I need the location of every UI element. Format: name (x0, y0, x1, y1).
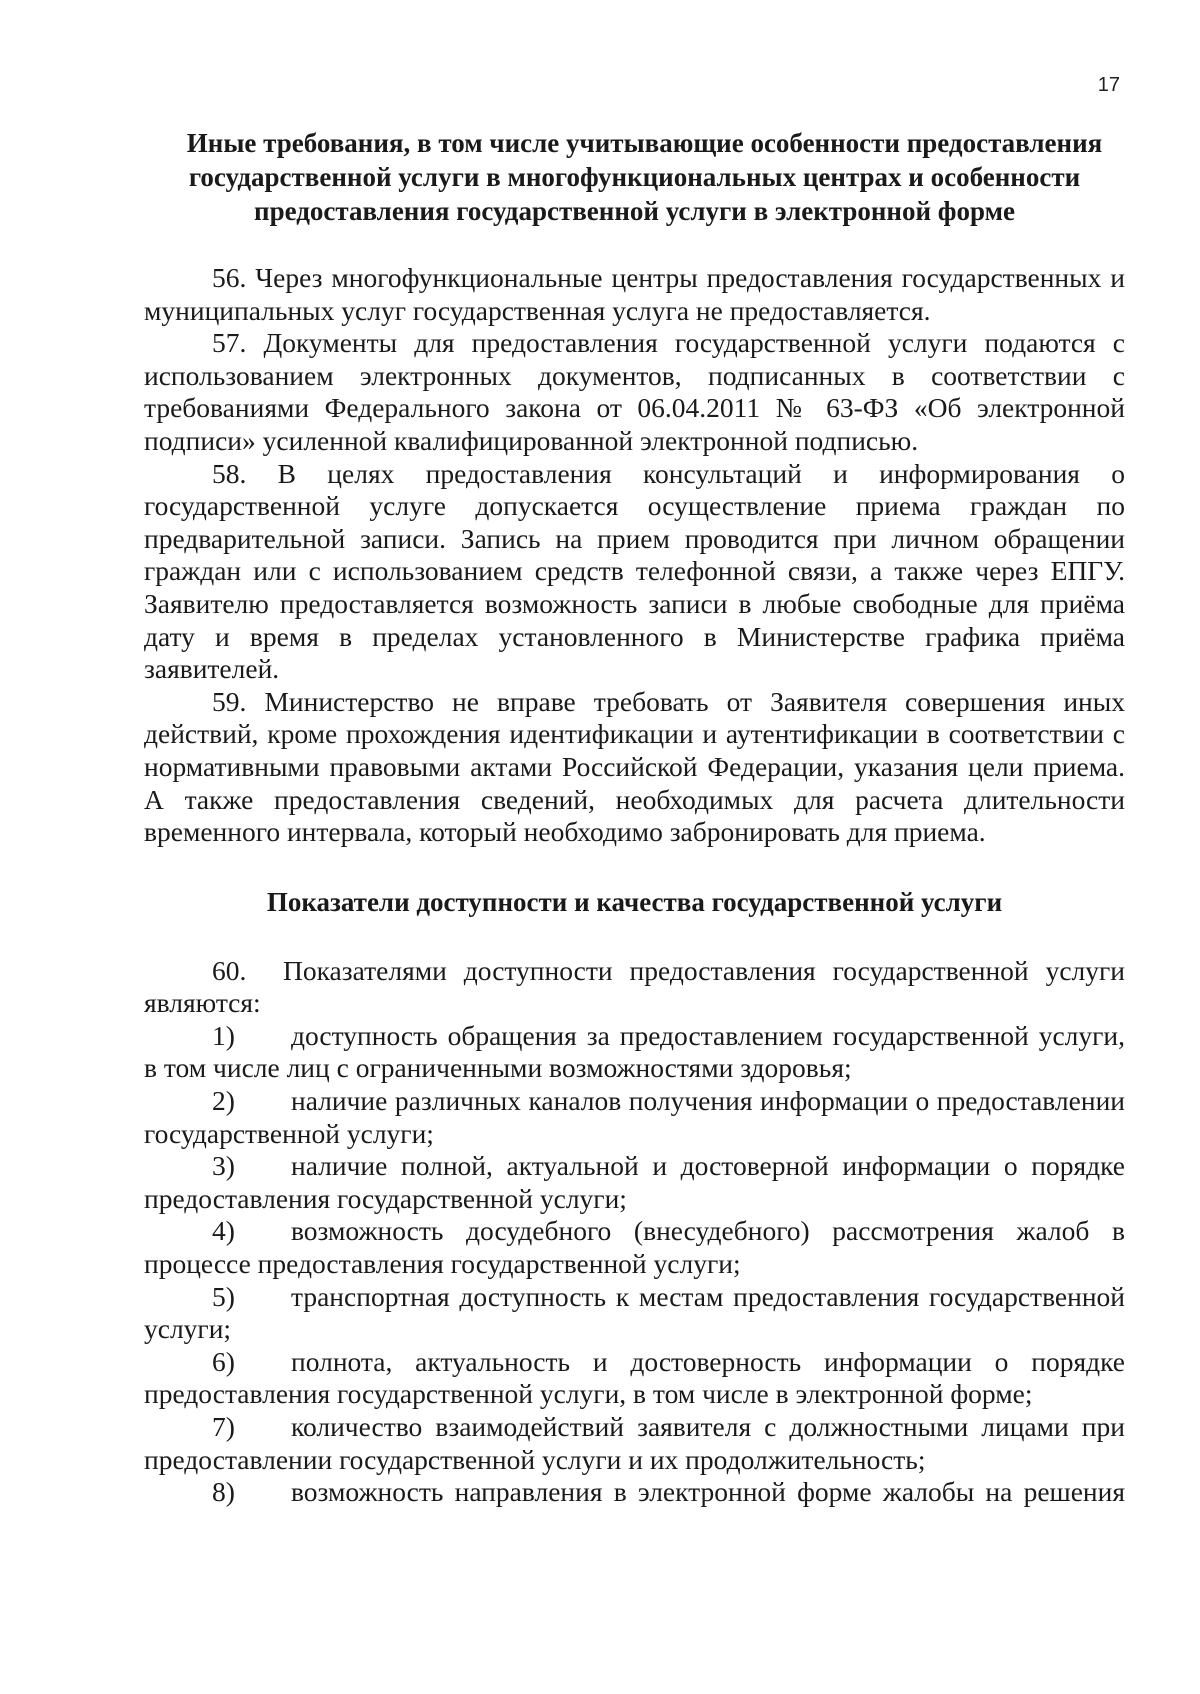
list-item-text: доступность обращения за предоставлением государственной услуги, в том числе лиц с ограниченными возможностями здоровья; (144, 1019, 1125, 1084)
list-item-number: 4) (212, 1215, 235, 1247)
list-item-text: возможность направления в электронной форме жалобы на решения (291, 1476, 1125, 1508)
list-item-number: 5) (212, 1280, 235, 1312)
list-item-text: возможность досудебного (внесудебного) рассмотрения жалоб в процессе предоставления государственной услуги; (144, 1215, 1125, 1280)
document-body (144, 126, 1125, 1509)
spacer (144, 228, 1125, 262)
section-heading-other-requirements: Иные требования, в том числе учитывающие особенности предоставления государственной услуги в многофункциональных центрах и особенности предоставления государственной услуги в электронной форме (186, 128, 1103, 226)
list-item-number: 1) (212, 1019, 235, 1051)
paragraph-58: 58. В целях предоставления консультаций и информирования о государственной услуге допускается осуществление приема граждан по предварительной записи. Запись на прием проводится при личном обращении граждан или с использованием средств телефонной связи, а также через ЕПГУ. Заявителю предоставляется возможность записи в любые свободные для приёма дату и время в пределах установленного в Министерстве графика приёма заявителей. (144, 457, 1125, 685)
list-item-4 (144, 1215, 1125, 1280)
list-item-number: 3) (212, 1150, 235, 1182)
list-item-5 (144, 1281, 1125, 1346)
list-item-1 (144, 1020, 1125, 1085)
list-item-2 (144, 1085, 1125, 1150)
paragraph-60-number: 60. (212, 954, 247, 986)
list-item-text: наличие различных каналов получения информации о предоставлении государственной услуги; (144, 1085, 1125, 1149)
list-item-3 (144, 1150, 1125, 1215)
paragraph-56: 56. Через многофункциональные центры предоставления государственных и муниципальных услуг государственная услуга не предоставляется. (144, 262, 1125, 326)
paragraph-60 (144, 955, 1125, 1020)
paragraph-57: 57. Документы для предоставления государственной услуги подаются с использованием электронных документов, подписанных в соответствии с требованиями Федерального закона от 06.04.2011 № 63-ФЗ «Об электронной подписи» усиленной квалифицированной электронной подписью. (144, 327, 1125, 456)
list-item-text: наличие полной, актуальной и достоверной информации о порядке предоставления государственной услуги; (144, 1150, 1125, 1214)
list-item-7 (144, 1411, 1125, 1476)
list-item-number: 7) (212, 1411, 235, 1442)
list-item-text: количество взаимодействий заявителя с должностными лицами при предоставлении государственной услуги и их продолжительность; (144, 1411, 1125, 1475)
page-number: 17 (1097, 74, 1120, 96)
list-item-text: транспортная доступность к местам предоставления государственной услуги; (144, 1280, 1125, 1345)
list-item-6 (144, 1346, 1125, 1411)
spacer (144, 919, 1125, 955)
paragraph-59: 59. Министерство не вправе требовать от Заявителя совершения иных действий, кроме прохождения идентификации и аутентификации в соответствии с нормативными правовыми актами Российской Федерации, указания цели приема. А также предоставления сведений, необходимых для расчета длительности временного интервала, который необходимо забронировать для приема. (144, 685, 1125, 848)
list-item-text: полнота, актуальность и достоверность информации о порядке предоставления государственной услуги, в том числе в электронной форме; (144, 1345, 1125, 1410)
paragraph-60-text: Показателями доступности предоставления государственной услуги являются: (144, 954, 1125, 1019)
spacer (144, 849, 1125, 885)
list-item-number: 2) (212, 1085, 235, 1117)
section-heading-accessibility-quality: Показатели доступности и качества государственной услуги (266, 886, 1003, 917)
list-item-number: 6) (212, 1345, 235, 1377)
list-item-number: 8) (212, 1476, 235, 1508)
list-item-8 (144, 1476, 1125, 1509)
